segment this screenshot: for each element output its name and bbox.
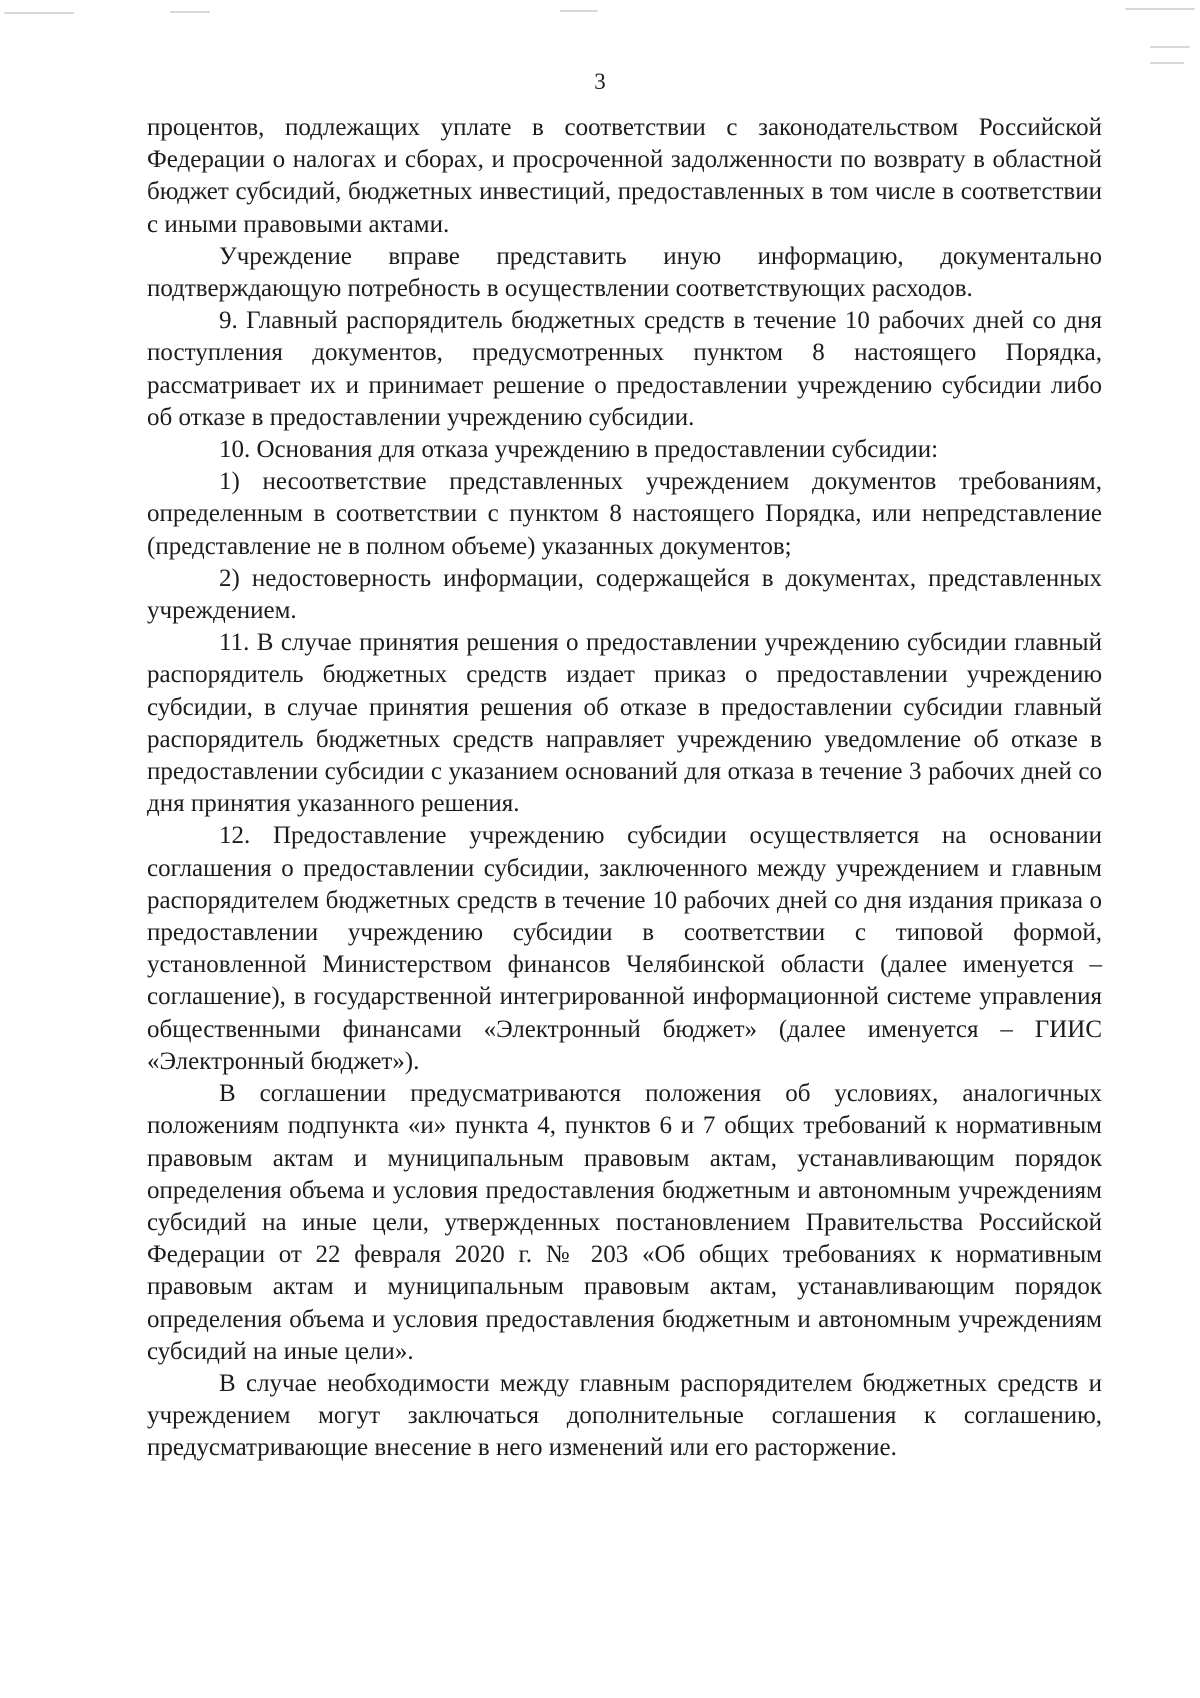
page-number: 3: [594, 69, 606, 94]
paragraph-clause-11: 11. В случае принятия решения о предоставлении учреждению субсидии главный распорядитель бюджетных средств издает приказ о предоставлении учреждению субсидии, в случае принятия решения об отказе в предоставлении субсидии главный распорядитель бюджетных средств направляет учреждению уведомление об отказе в предоставлении субсидии с указанием оснований для отказа в течение 3 рабочих дней со дня принятия указанного решения.: [147, 629, 1102, 818]
paragraph-clause-10: 10. Основания для отказа учреждению в предоставлении субсидии:: [219, 436, 939, 464]
paragraph-continuation: процентов, подлежащих уплате в соответствии с законодательством Российской Федерации о налогах и сборах, и просроченной задолженности по возврату в областной бюджет субсидий, бюджетных инвестиций, предоставленных в том числе в соответствии с иными правовыми актами.: [147, 114, 1102, 238]
paragraph-clause-12: 12. Предоставление учреждению субсидии осуществляется на основании соглашения о предоставлении субсидии, заключенного между учреждением и главным распорядителем бюджетных средств в течение 10 рабочих дней со дня издания приказа о предоставлении учреждению субсидии в соответствии с типовой формой, установленной Министерством финансов Челябинской области (далее именуется – соглашение), в государственной интегрированной информационной системе управления общественными финансами «Электронный бюджет» (далее именуется – ГИИС «Электронный бюджет»).: [147, 822, 1102, 1075]
scan-artifact: [1125, 8, 1195, 10]
paragraph-clause-9: 9. Главный распорядитель бюджетных средств в течение 10 рабочих дней со дня поступления документов, предусмотренных пунктом 8 настоящего Порядка, рассматривает их и принимает решение о предоставлении учреждению субсидии либо об отказе в предоставлении учреждению субсидии.: [147, 307, 1102, 431]
document-body: [147, 112, 1102, 1465]
paragraph-clause-10-item-1: 1) несоответствие представленных учреждением документов требованиям, определенным в соответствии с пунктом 8 настоящего Порядка, или непредставление (представление не в полном объеме) указанных документов;: [147, 468, 1102, 560]
paragraph-clause-10-item-2: 2) недостоверность информации, содержащейся в документах, представленных учреждением.: [147, 564, 1102, 625]
scan-artifact: [1150, 62, 1184, 64]
scan-artifact: [1150, 46, 1190, 48]
scan-artifact: [560, 10, 598, 12]
paragraph-agreement-provisions: В соглашении предусматриваются положения об условиях, аналогичных положениям подпункта «и» пункта 4, пунктов 6 и 7 общих требований к нормативным правовым актам и муниципальным правовым актам, устанавливающим порядок определения объема и условия предоставления бюджетным и автономным учреждениям субсидий на иные цели, утвержденных постановлением Правительства Российской Федерации от 22 февраля 2020 г. № 203 «Об общих требованиях к нормативным правовым актам и муниципальным правовым актам, устанавливающим порядок определения объема и условия предоставления бюджетным и автономным учреждениям субсидий на иные цели».: [147, 1080, 1102, 1365]
scan-artifact: [170, 11, 210, 13]
scan-artifact: [4, 12, 74, 14]
paragraph-additional-info: Учреждение вправе представить иную информацию, документально подтверждающую потребность в осуществлении соответствующих расходов.: [147, 242, 1102, 303]
paragraph-additional-agreements: В случае необходимости между главным распорядителем бюджетных средств и учреждением могут заключаться дополнительные соглашения к соглашению, предусматривающие внесение в него изменений или его расторжение.: [147, 1369, 1102, 1462]
